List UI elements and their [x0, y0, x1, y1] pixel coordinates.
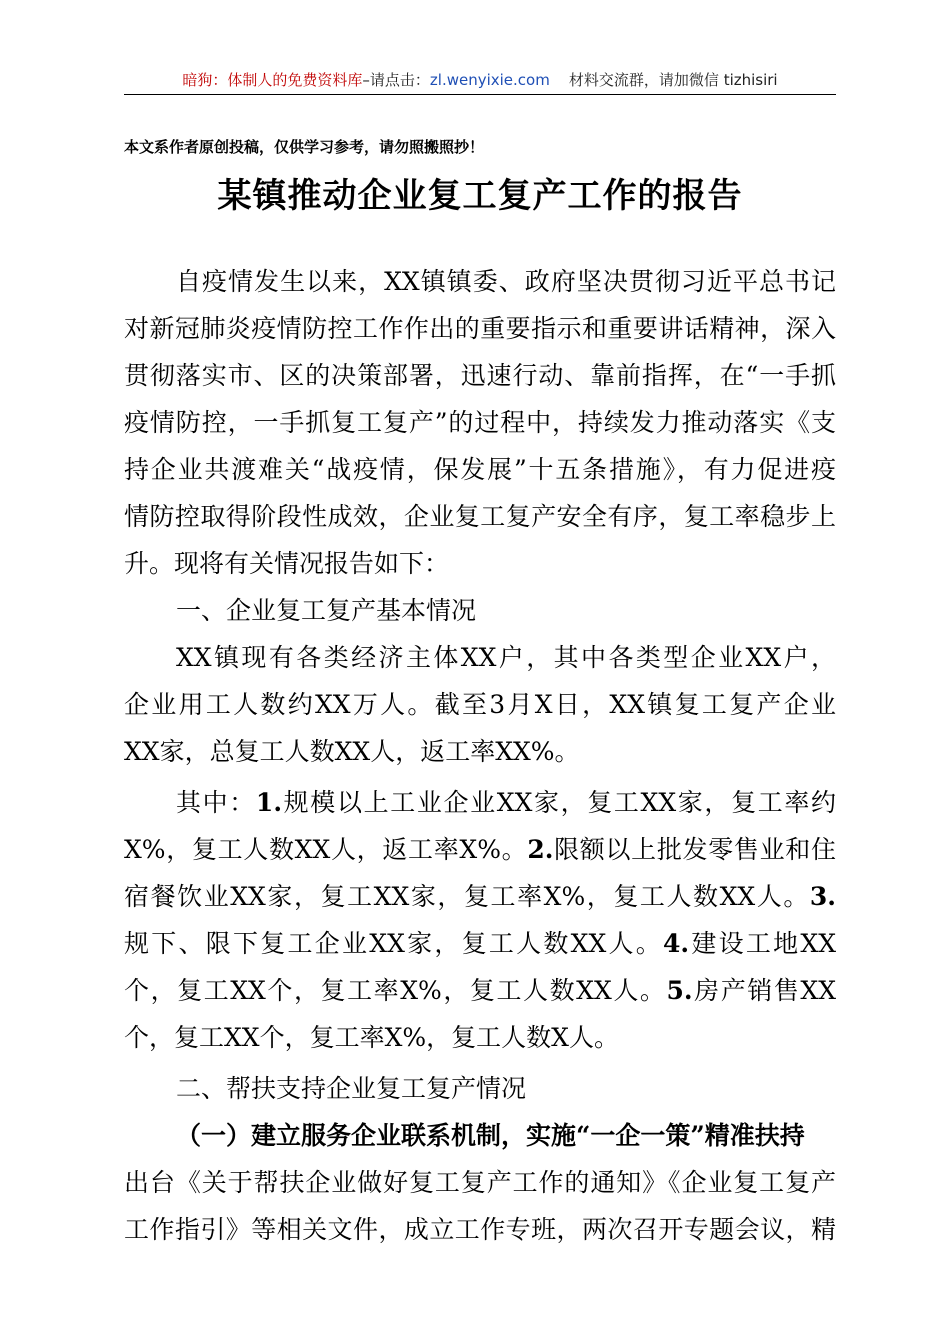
section-2-para-line: 出台《关于帮扶企业做好复工复产工作的通知》《企业复工复产	[124, 1168, 836, 1197]
section-1-para-line: 企业用工人数约XX万人。截至3月X日，XX镇复工复产企业	[124, 690, 836, 719]
header-contact: 材料交流群，请加微信 tizhisiri	[568, 71, 778, 89]
section-1-para-line: XX家，总复工人数XX人，返工率XX%。	[124, 737, 580, 766]
intro-line: 自疫情发生以来，XX镇镇委、政府坚决贯彻习近平总书记	[176, 267, 836, 296]
document-body	[124, 258, 836, 1253]
intro-line: 贯彻落实市、区的决策部署，迅速行动、靠前指挥，在“一手抓	[124, 361, 836, 390]
section-1-detail-line: 个，复工XX个，复工率X%，复工人数X人。	[124, 1023, 619, 1052]
section-2-heading: 二、帮扶支持企业复工复产情况	[176, 1074, 527, 1103]
section-2-subheading: （一）建立服务企业联系机制，实施“一企一策”精准扶持	[176, 1121, 805, 1150]
section-1-detail-line: X%，复工人数XX人，返工率X%。2.限额以上批发零售业和住	[124, 835, 836, 864]
document-title: 某镇推动企业复工复产工作的报告	[217, 176, 743, 216]
intro-line: 疫情防控，一手抓复工复产”的过程中，持续发力推动落实《支	[124, 408, 836, 437]
copyright-notice: 本文系作者原创投稿，仅供学习参考，请勿照搬照抄！	[124, 138, 485, 156]
section-1-heading: 一、企业复工复产基本情况	[176, 596, 477, 625]
section-1-detail-line: 个，复工XX个，复工率X%，复工人数XX人。5.房产销售XX	[124, 976, 836, 1005]
intro-line: 对新冠肺炎疫情防控工作作出的重要指示和重要讲话精神，深入	[124, 314, 836, 343]
section-2-para-line: 工作指引》等相关文件，成立工作专班，两次召开专题会议，精	[124, 1215, 836, 1244]
section-1-detail-line: 规下、限下复工企业XX家，复工人数XX人。4.建设工地XX	[124, 929, 836, 958]
header-brand: 暗狗：体制人的免费资料库	[182, 71, 363, 89]
intro-line: 升。现将有关情况报告如下：	[124, 549, 450, 578]
intro-line: 持企业共渡难关“战疫情，保发展”十五条措施》，有力促进疫	[124, 455, 836, 484]
section-1-para-line: XX镇现有各类经济主体XX户，其中各类型企业XX户，	[176, 643, 836, 672]
page-header	[124, 70, 836, 95]
section-1-detail-line: 宿餐饮业XX家，复工XX家，复工率X%，复工人数XX人。3.	[124, 882, 836, 911]
section-1-detail-line: 其中：1.规模以上工业企业XX家，复工XX家，复工率约	[176, 788, 836, 817]
header-url-link[interactable]: zl.wenyixie.com	[429, 71, 550, 89]
header-prompt: –请点击：	[362, 71, 430, 89]
intro-line: 情防控取得阶段性成效，企业复工复产安全有序，复工率稳步上	[124, 502, 836, 531]
